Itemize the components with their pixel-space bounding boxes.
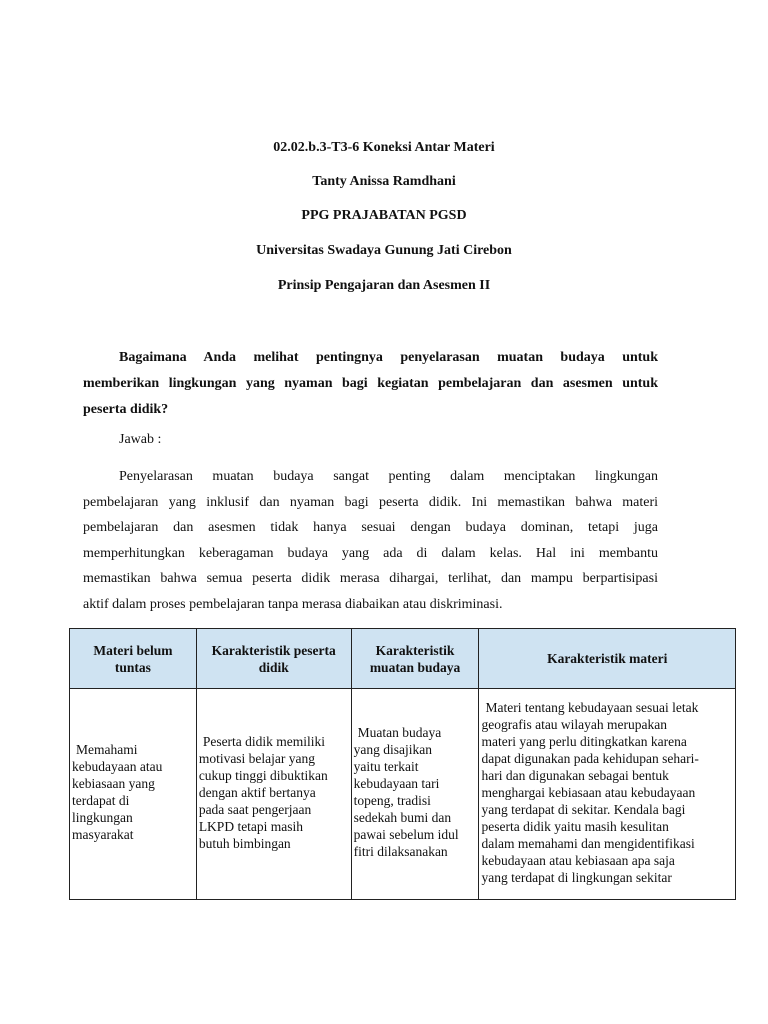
cell-line: Muatan budaya (357, 725, 442, 740)
cell-student-characteristics (196, 689, 351, 900)
course-code: 02.02.b.3-T3-6 Koneksi Antar Materi (273, 140, 495, 155)
cell-line: cukup tinggi dibuktikan (198, 767, 328, 783)
answer-line: Penyelarasan muatan budaya sangat penting dalam menciptakan lingkungan (119, 469, 658, 484)
header-cultural-content: Karakteristik muatan budaya (351, 629, 479, 689)
cell-line: materi yang perlu ditingkatkan karena (481, 733, 687, 749)
program-name: PPG PRAJABATAN PGSD (301, 208, 467, 223)
header-material-characteristics: Karakteristik materi (479, 629, 736, 689)
answer-line: pembelajaran dan asesmen tidak hanya sesuai dengan budaya dominan, tetapi juga (83, 520, 658, 535)
subject-name: Prinsip Pengajaran dan Asesmen II (277, 278, 491, 293)
cell-line: yang disajikan (353, 742, 432, 757)
cell-line: dalam memahami dan mengidentifikasi (481, 835, 695, 851)
answer-label: Jawab : (119, 432, 162, 447)
cell-line: kebudayaan tari (353, 776, 440, 791)
answer-line: pembelajaran yang inklusif dan nyaman bagi peserta didik. Ini memastikan bahwa materi (83, 494, 658, 510)
cell-material-characteristics (479, 689, 736, 900)
cell-line: yaitu terkait (353, 759, 419, 774)
cell-line: lingkungan (72, 810, 133, 825)
cell-line: kebiasaan yang (72, 776, 155, 791)
cell-line: dapat digunakan pada kehidupan sehari- (481, 750, 699, 766)
cell-line: kebudayaan atau kebiasaan apa saja (481, 852, 675, 868)
answer-paragraph (83, 464, 658, 617)
header-unfinished-material: Materi belum tuntas (70, 629, 197, 689)
cell-line: Memahami (76, 742, 138, 757)
cell-unfinished-material (70, 689, 197, 900)
cell-line: hari dan digunakan sebagai bentuk (481, 767, 669, 783)
university-name: Universitas Swadaya Gunung Jati Cirebon (256, 243, 512, 258)
cell-line: Materi tentang kebudayaan sesuai letak (485, 699, 699, 715)
cell-cultural-content (351, 689, 479, 900)
answer-line: memperhitungkan keberagaman budaya yang ada di dalam kelas. Hal ini membantu (83, 545, 658, 561)
question-paragraph (83, 345, 658, 423)
table-header-row (70, 629, 736, 689)
question-line: peserta didik? (83, 402, 169, 417)
question-line: Bagaimana Anda melihat pentingnya penyelarasan muatan budaya untuk (119, 350, 658, 365)
cell-line: geografis atau wilayah merupakan (481, 716, 668, 732)
cell-line: peserta didik yaitu masih kesulitan (481, 818, 669, 834)
header-student-characteristics: Karakteristik peserta didik (196, 629, 351, 689)
cell-line: kebudayaan atau (72, 759, 163, 774)
cell-line: pada saat pengerjaan (198, 801, 312, 817)
cell-line: topeng, tradisi (353, 793, 431, 808)
materials-table (69, 628, 736, 900)
cell-line: LKPD tetapi masih (198, 818, 304, 834)
question-line: memberikan lingkungan yang nyaman bagi kegiatan pembelajaran dan asesmen untuk (83, 376, 658, 391)
cell-line: masyarakat (72, 827, 134, 842)
cell-line: pawai sebelum idul (353, 827, 459, 842)
cell-line: sedekah bumi dan (353, 810, 452, 825)
author-name: Tanty Anissa Ramdhani (312, 174, 456, 189)
cell-line: terdapat di (72, 793, 130, 808)
answer-line: memastikan bahwa semua peserta didik merasa dihargai, terlihat, dan mampu berpartisipasi (83, 571, 658, 586)
cell-line: menghargai kebiasaan atau kebudayaan (481, 784, 696, 800)
cell-line: dengan aktif bertanya (198, 784, 316, 800)
table-row (70, 689, 736, 900)
cell-line: butuh bimbingan (198, 835, 291, 851)
cell-line: Peserta didik memiliki (202, 733, 326, 749)
answer-line: aktif dalam proses pembelajaran tanpa merasa diabaikan atau diskriminasi. (83, 596, 503, 612)
cell-line: fitri dilaksanakan (353, 844, 448, 859)
cell-line: motivasi belajar yang (198, 750, 316, 766)
cell-line: yang terdapat di sekitar. Kendala bagi (481, 801, 686, 817)
cell-line: yang terdapat di lingkungan sekitar (481, 869, 672, 885)
